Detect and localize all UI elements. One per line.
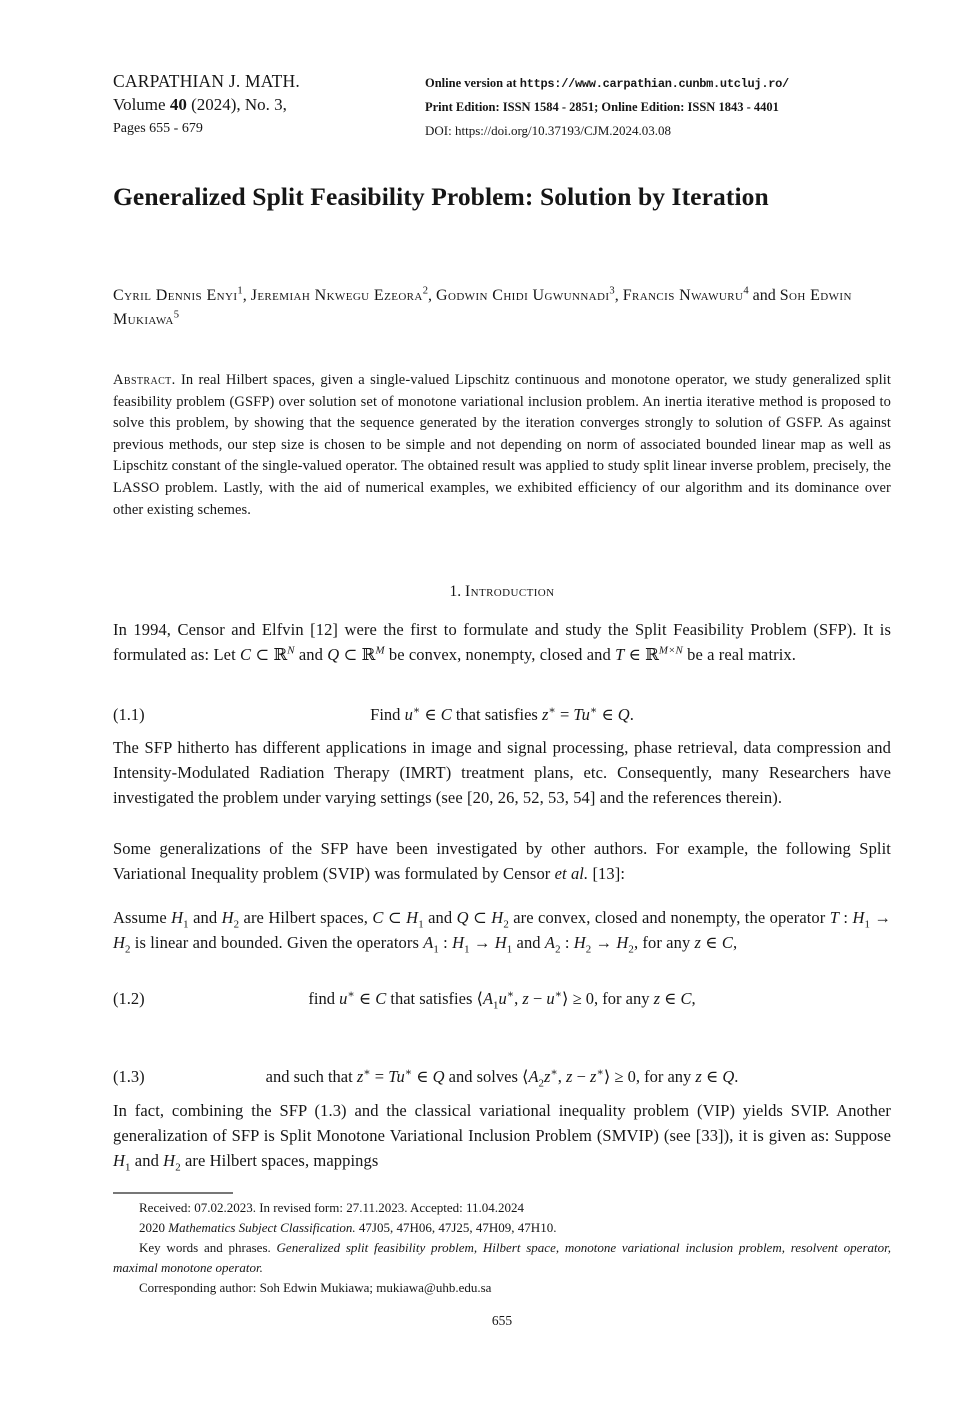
journal-volume: Volume 40 (2024), No. 3,	[113, 95, 287, 114]
journal-pages: Pages 655 - 679	[113, 121, 203, 136]
paragraph-applications: The SFP hitherto has different applications in image and signal processing, phase retrieval, data compression and Intensity-Modulated Radiation Therapy (IMRT) treatment plans, etc. Consequently, many Researchers have investigated the problem under varying settings (see [20, 26, 52, 53, 54] and the references therein).	[113, 738, 891, 807]
footnote-msc: 2020 Mathematics Subject Classification. 47J05, 47H06, 47J25, 47H09, 47H10.	[139, 1220, 557, 1235]
equation-1-1	[113, 702, 891, 727]
page-number: 655	[491, 1313, 513, 1328]
paragraph-sfp-formulation: In 1994, Censor and Elfvin [12] were the first to formulate and study the Split Feasibility Problem (SFP). It is formulated as: Let C ⊂ ℝ$^N$ and Q ⊂ ℝ$^M$ be convex, nonempty, closed and T ∈ ℝ$^{M\times N}$ be a real matrix.	[113, 620, 891, 664]
abstract: Abstract. In real Hilbert spaces, given a single-valued Lipschitz continuous and monotone operator, we study generalized split feasibility problem (GSFP) over solution set of monotone variational inclusion problem. An inertia iterative method is proposed to solve this problem, by showing that the sequence generated by the iteration converges strongly to solution of GSFP. As against previous methods, our step size is chosen to be simple and not depending on norm of associated bounded linear map as well as Lipschitz constant of the single-valued operator. The obtained result was applied to study split linear inverse problem, precisely, the LASSO problem. Lastly, with the aid of numerical examples, we exhibited efficiency of our algorithm and its dominance over other existing schemes.	[113, 372, 891, 518]
paragraph-svip-setup: Assume $H_1$ and $H_2$ are Hilbert spaces, C ⊂ $H_1$ and Q ⊂ $H_2$ are convex, closed and nonempty, the operator T : $H_1 \to H_2$ is linear and bounded. Given the operators $A_1$ : $H_1 \to H_1$ and $A_2$ : $H_2 \to H_2$, for any z ∈ C,	[113, 908, 891, 956]
equation-1-2-label: (1.2)	[113, 989, 145, 1008]
equation-1-1-body: Find u∗ ∈ C that satisfies z∗ = Tu∗ ∈ Q.	[370, 704, 634, 724]
corresponding-author-email[interactable]: mukiawa@uhb.edu.sa	[376, 1280, 492, 1295]
footnote-keywords: Key words and phrases. Generalized split feasibility problem, Hilbert space, monotone variational inclusion problem, resolvent operator, maximal monotone operator.	[113, 1240, 891, 1275]
equation-1-2	[113, 986, 891, 1011]
equation-1-3-label: (1.3)	[113, 1067, 145, 1086]
corresponding-author-label: Corresponding author: Soh Edwin Mukiawa;	[139, 1280, 377, 1295]
section-heading-introduction: 1. Introduction	[449, 583, 555, 600]
footnotes	[113, 1198, 891, 1298]
equation-1-2-body: find u∗ ∈ C that satisfies $⟨A_1u^∗$, z − u∗⟩ ≥ 0, for any z ∈ C,	[308, 988, 696, 1012]
online-version-url[interactable]: https://www.carpathian.cunbm.utcluj.ro/	[519, 77, 789, 91]
footnote-received: Received: 07.02.2023. In revised form: 27.11.2023. Accepted: 11.04.2024	[139, 1200, 524, 1215]
publication-info	[425, 70, 891, 142]
equation-1-3	[113, 1064, 891, 1089]
footnote-corresponding-author	[113, 1278, 891, 1298]
equation-1-3-body: and such that z∗ = Tu∗ ∈ Q and solves $⟨A_2z^∗$, z − z∗⟩ ≥ 0, for any z ∈ Q.	[265, 1066, 739, 1090]
issn-line: Print Edition: ISSN 1584 - 2851; Online Edition: ISSN 1843 - 4401	[425, 100, 779, 114]
footnote-rule	[113, 1192, 233, 1194]
author-list: Cyril Dennis Enyi$^1$, Jeremiah Nkwegu Ezeora$^2$, Godwin Chidi Ugwunnadi$^3$, Francis Nwawuru$^4$ and Soh Edwin Mukiawa$^5$	[113, 285, 852, 328]
paragraph-generalizations: Some generalizations of the SFP have been investigated by other authors. For example, the following Split Variational Inequality problem (SVIP) was formulated by Censor et al. [13]:	[113, 839, 891, 883]
journal-header	[113, 70, 891, 142]
equation-1-1-label: (1.1)	[113, 705, 145, 724]
paper-title: Generalized Split Feasibility Problem: Solution by Iteration	[113, 182, 769, 211]
online-version-line	[425, 72, 891, 96]
journal-info	[113, 70, 425, 142]
doi-link[interactable]: DOI: https://doi.org/10.37193/CJM.2024.03.08	[425, 123, 672, 138]
journal-name: CARPATHIAN J. MATH.	[113, 71, 300, 91]
paragraph-smvip: In fact, combining the SFP (1.3) and the classical variational inequality problem (VIP) yields SVIP. Another generalization of SFP is Split Monotone Variational Inclusion Problem (SMVIP) (see [33]), it is given as: Suppose $H_1$ and $H_2$ are Hilbert spaces, mappings	[113, 1101, 891, 1174]
online-version-label: Online version at	[425, 76, 520, 90]
